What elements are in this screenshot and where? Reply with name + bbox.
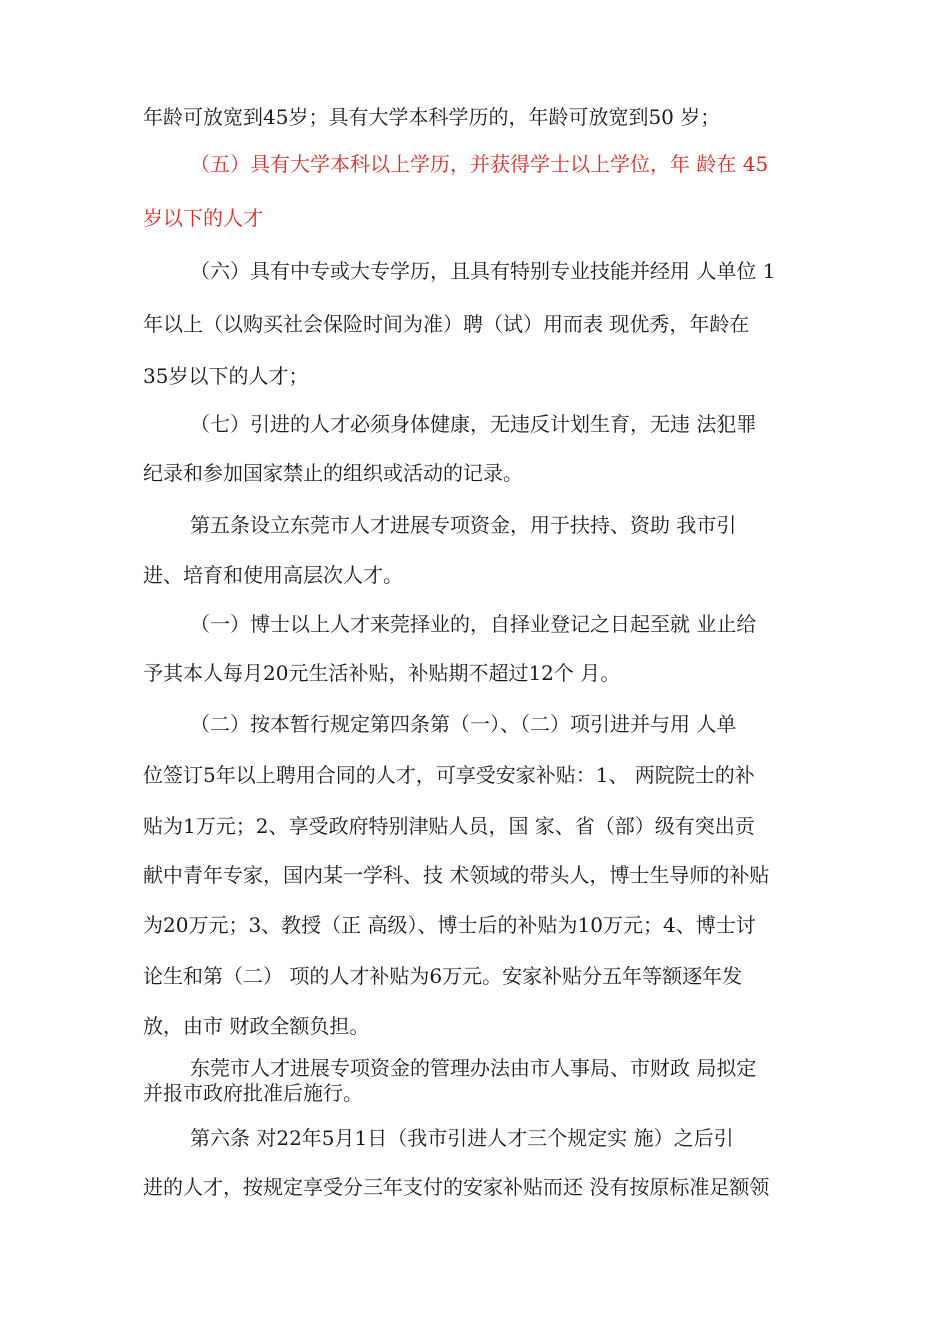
text-line: 进、培育和使用高层次人才。 <box>143 563 403 587</box>
text-line: 并报市政府批准后施行。 <box>143 1081 363 1105</box>
text-line: （七）引进的人才必须身体健康，无违反计划生育，无违 法犯罪 <box>190 412 757 436</box>
text-line-highlighted: 岁以下的人才 <box>143 206 263 230</box>
text-line: 献中青年专家，国内某一学科、技 术领域的带头人，博士生导师的补贴 <box>143 863 770 887</box>
text-line: 进的人才，按规定享受分三年支付的安家补贴而还 没有按原标准足额领 <box>143 1175 770 1199</box>
text-line: 东莞市人才进展专项资金的管理办法由市人事局、市财政 局拟定 <box>190 1056 757 1080</box>
text-line: 位签订5年以上聘用合同的人才，可享受安家补贴：1、 两院院士的补 <box>143 763 755 787</box>
text-line: （六）具有中专或大专学历，且具有特别专业技能并经用 人单位 1 <box>190 259 776 283</box>
text-line: （一）博士以上人才来莞择业的，自择业登记之日起至就 业止给 <box>190 612 757 636</box>
text-line: 放，由市 财政全额负担。 <box>143 1014 370 1038</box>
text-line: 予其本人每月20元生活补贴，补贴期不超过12个 月。 <box>143 661 621 685</box>
text-line: （二）按本暂行规定第四条第（一）、（二）项引进并与用 人单 <box>190 712 737 736</box>
text-line: 贴为1万元；2、享受政府特别津贴人员，国 家、省（部）级有突出贡 <box>143 814 755 838</box>
text-line: 纪录和参加国家禁止的组织或活动的记录。 <box>143 461 523 485</box>
text-line: 第六条 对22年5月1日（我市引进人才三个规定实 施）之后引 <box>190 1126 734 1150</box>
text-line: 第五条设立东莞市人才进展专项资金，用于扶持、资助 我市引 <box>190 513 737 537</box>
text-line: 论生和第（二） 项的人才补贴为6万元。安家补贴分五年等额逐年发 <box>143 964 743 988</box>
text-line: 35岁以下的人才； <box>143 364 309 388</box>
text-line: 年龄可放宽到45岁；具有大学本科学历的，年龄可放宽到50 岁； <box>143 105 721 129</box>
text-line-highlighted: （五）具有大学本科以上学历，并获得学士以上学位，年 龄在 45 <box>190 152 769 176</box>
text-line: 为20万元；3、教授（正 高级）、博士后的补贴为10万元；4、博士讨 <box>143 913 756 937</box>
text-line: 年以上（以购买社会保险时间为准）聘（试）用而表 现优秀，年龄在 <box>143 312 750 336</box>
